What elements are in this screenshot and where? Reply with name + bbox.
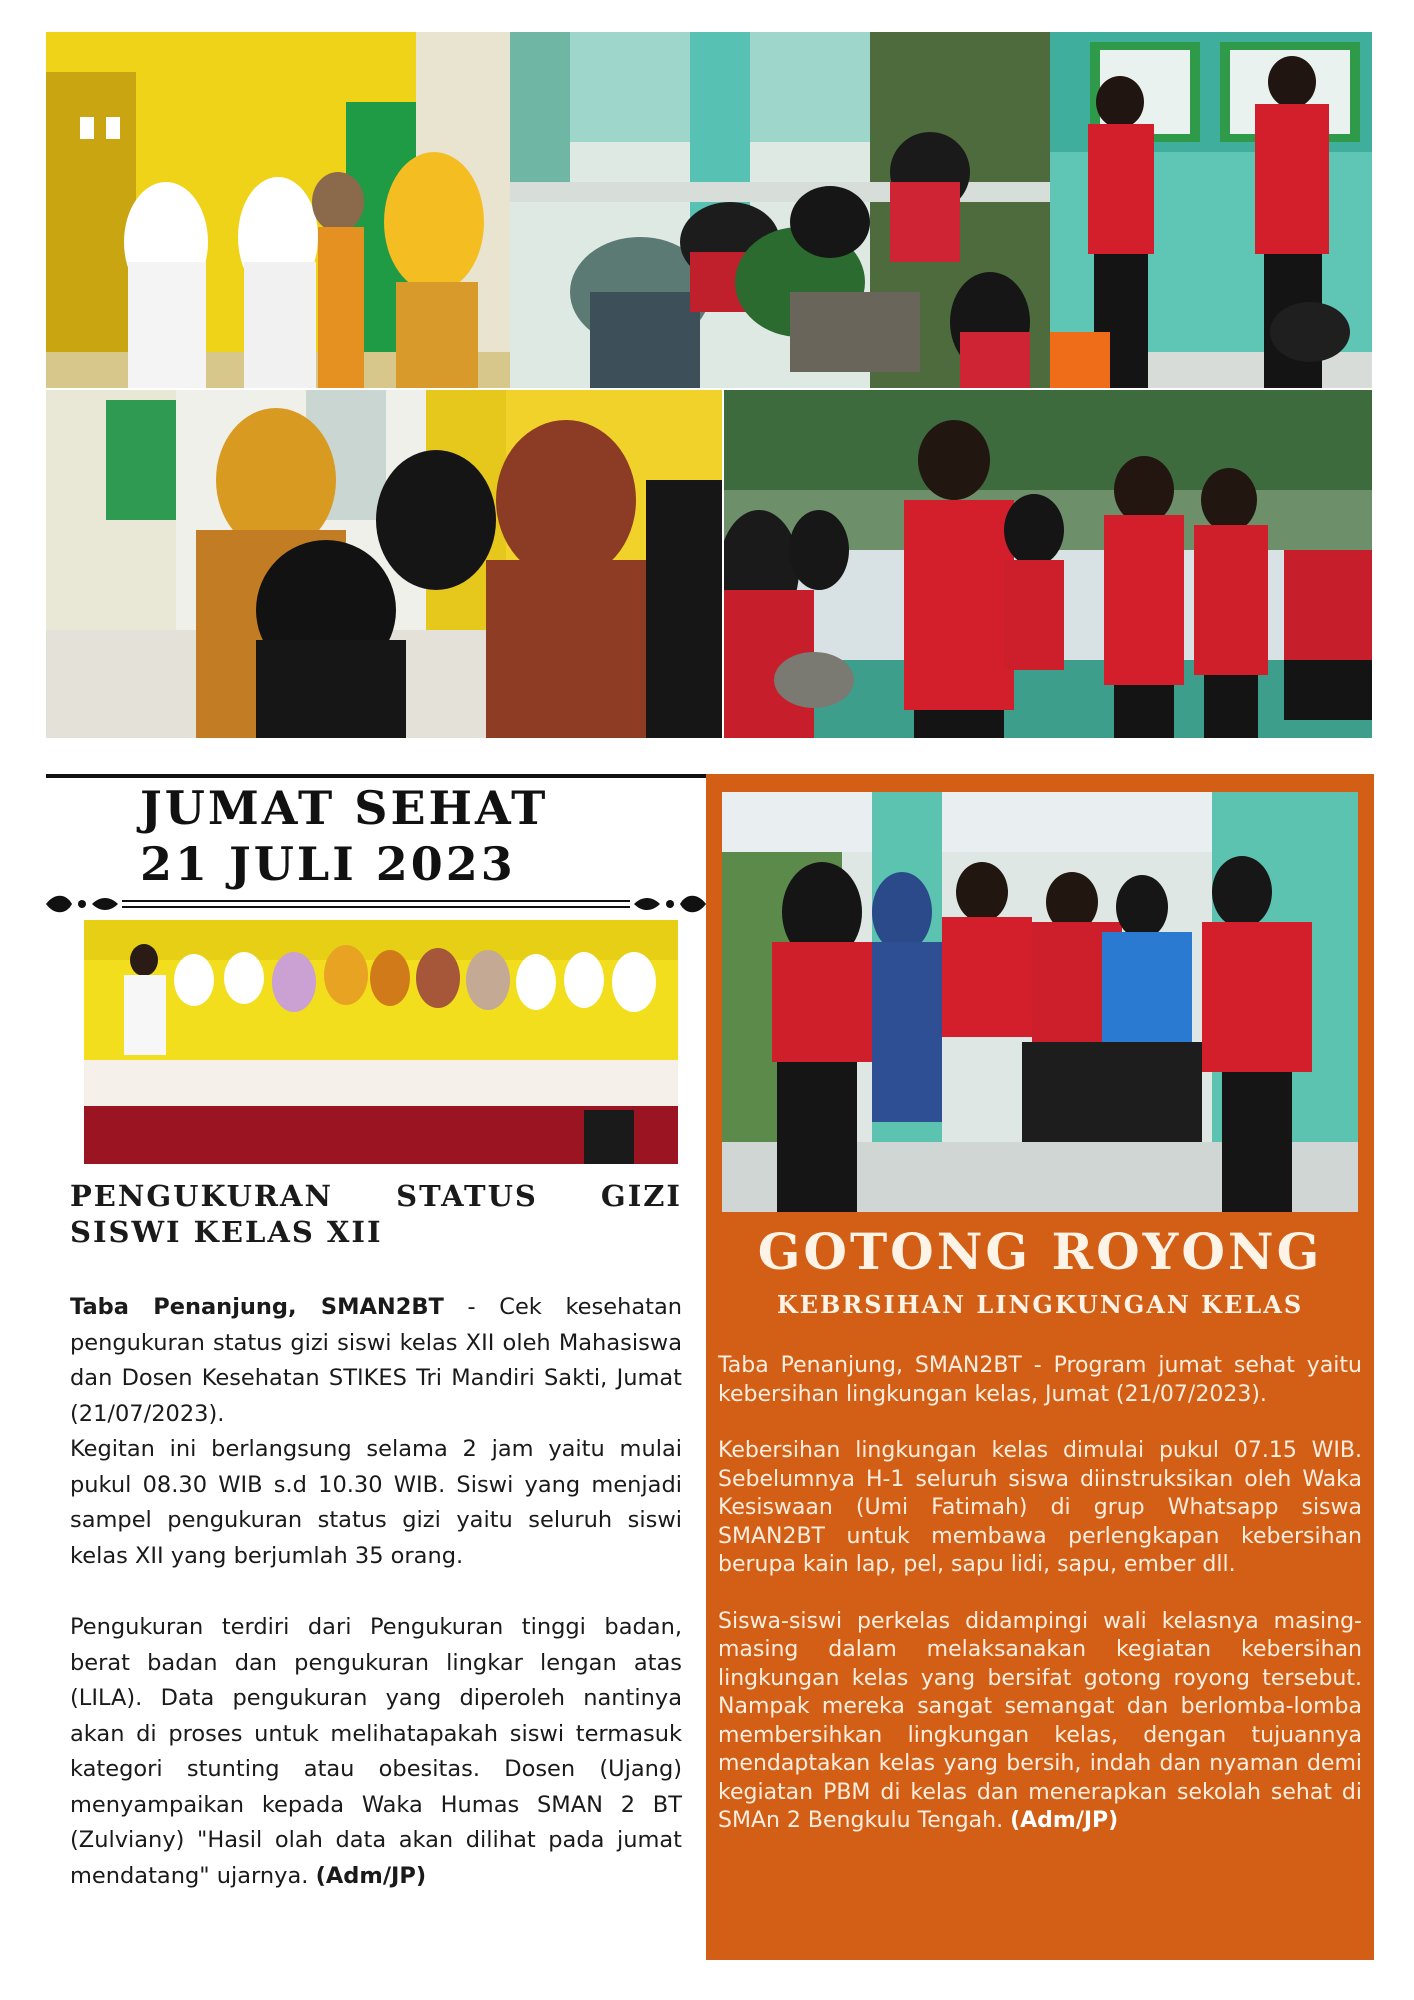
left-paragraph-3 (70, 1610, 682, 1894)
left-paragraph-2: Kegitan ini berlangsung selama 2 jam yaitu mulai pukul 08.30 WIB s.d 10.30 WIB. Siswi yang menjadi sampel pengukuran status gizi yaitu seluruh siswi kelas XII yang berjumlah 35 orang. (70, 1436, 682, 1569)
right-credit: (Adm/JP) (1010, 1808, 1119, 1833)
title-line-2: 21 JULI 2023 (140, 837, 516, 891)
photo-group-staff (84, 920, 678, 1164)
left-credit: (Adm/JP) (315, 1862, 427, 1889)
left-top-rule (46, 774, 706, 778)
photo-students-gardening (510, 32, 1050, 388)
right-subheadline: KEBRSIHAN LINGKUNGAN KELAS (776, 1290, 1304, 1319)
left-headline: PENGUKURAN STATUS GIZI SISWI KELAS XII (70, 1179, 682, 1249)
page-title (140, 780, 700, 892)
right-article (718, 1352, 1362, 1836)
left-paragraph-1-text: - Cek kesehatan pengukuran status gizi siswi kelas XII oleh Mahasiswa dan Dosen Kesehatan STIKES Tri Mandiri Sakti, Jumat (21/07/2023). (70, 1294, 682, 1427)
right-paragraph-2: Kebersihan lingkungan kelas dimulai pukul 07.15 WIB. Sebelumnya H-1 seluruh siswa diinstruksikan oleh Waka Kesiswaan (Umi Fatimah) di grup Whatsapp siswa SMAN2BT untuk membawa perlengkapan kebersihan berupa kain lap, pel, sapu lidi, sapu, ember dll. (718, 1438, 1362, 1577)
right-paragraph-3 (718, 1608, 1362, 1836)
ornament-divider (44, 891, 708, 917)
left-article (70, 1290, 682, 1894)
left-dateline: Taba Penanjung, SMAN2BT (70, 1294, 444, 1320)
right-paragraph-1: Taba Penanjung, SMAN2BT - Program jumat sehat yaitu kebersihan lingkungan kelas, Jumat (21/07/2023). (718, 1353, 1362, 1407)
title-line-1: JUMAT SEHAT (140, 781, 549, 835)
right-headline: GOTONG ROYONG (757, 1222, 1323, 1281)
photo-gotong-royong-group (722, 792, 1358, 1212)
left-paragraph-1 (70, 1290, 682, 1432)
right-paragraph-3-text: Siswa-siswi perkelas didampingi wali kelasnya masing-masing dalam melaksanakan kegiatan kebersihan lingkungan kelas yang bersifat gotong royong tersebut. Nampak mereka sangat semangat dan berlomba-lomba membersihkan lingkungan kelas, dengan tujuannya mendaptakan kelas yang bersih, indah dan nyaman demi kegiatan PBM di kelas dan menerapkan sekolah sehat di SMAn 2 Bengkulu Tengah. (718, 1608, 1362, 1833)
left-paragraph-3-text: Pengukuran terdiri dari Pengukuran tinggi badan, berat badan dan pengukuran lingkar lengan atas (LILA). Data pengukuran yang diperoleh nantinya akan di proses untuk melihatapakah siswi termasuk kategori stunting atau obesitas. Dosen (Ujang) menyampaikan kepada Waka Humas SMAN 2 BT (Zulviany) "Hasil olah data akan dilihat pada jumat mendatang" ujarnya. (70, 1614, 682, 1889)
photo-lila-measurement (46, 390, 722, 738)
photo-boys-with-buckets (1050, 32, 1372, 388)
photo-measurement-wall (46, 32, 510, 388)
photo-students-cleaning-yard (724, 390, 1372, 738)
